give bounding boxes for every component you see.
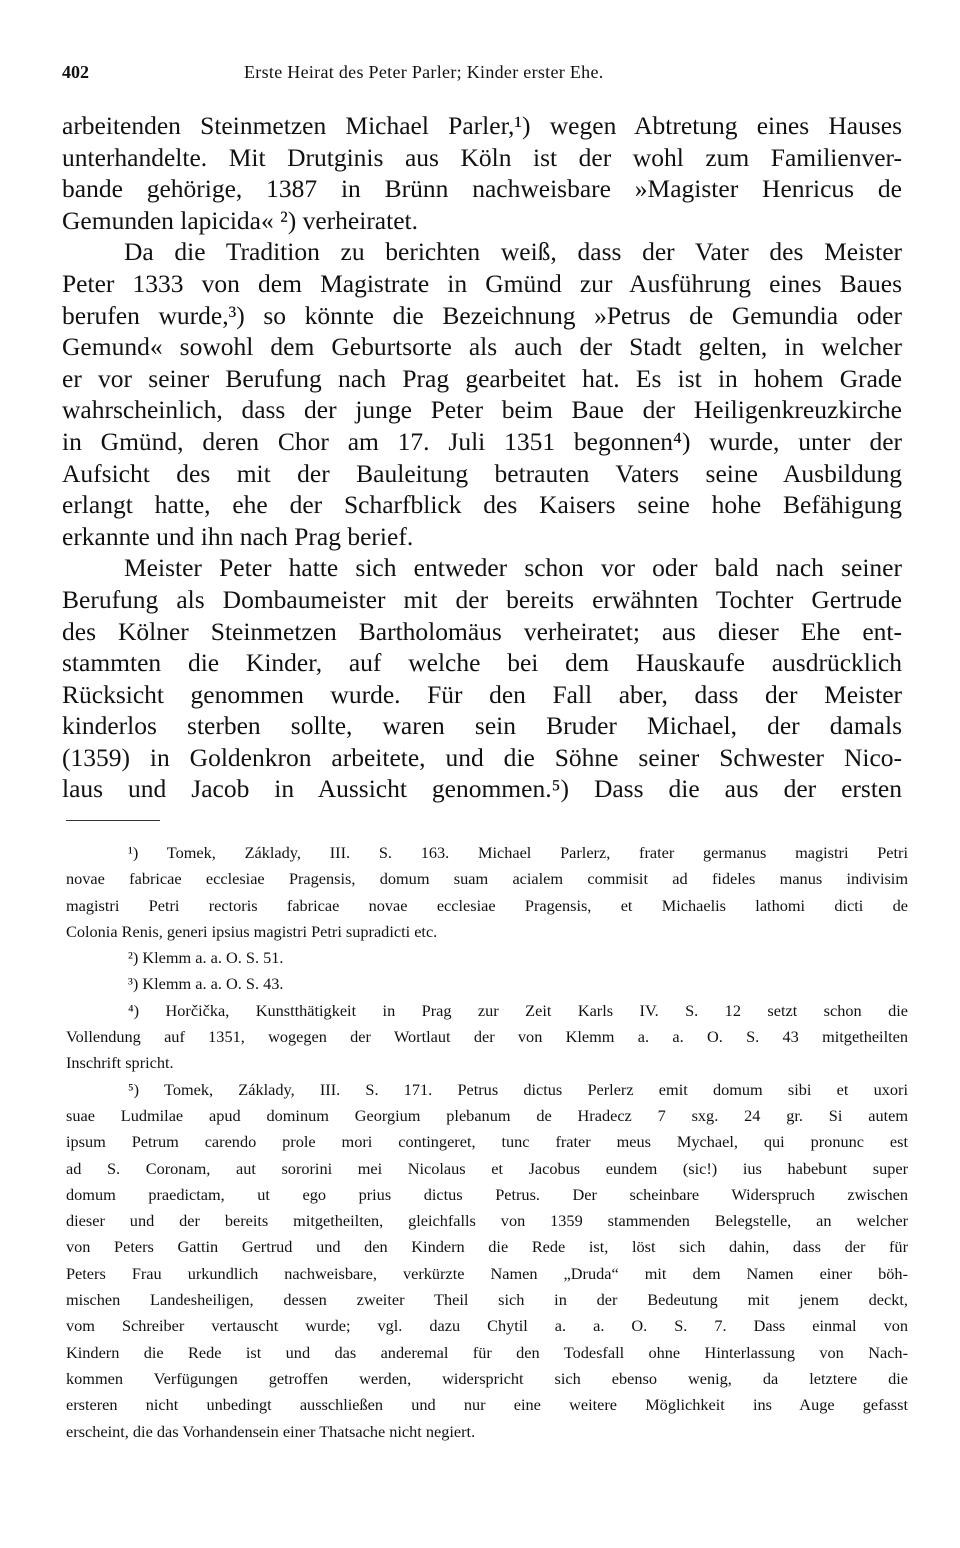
body-line: laus und Jacob in Aussicht genommen.⁵) Dass die aus der ersten <box>62 774 902 804</box>
body-line: kinderlos sterben sollte, waren sein Bruder Michael, der damals <box>62 711 902 741</box>
page-number: 402 <box>62 62 89 82</box>
body-line: wahrscheinlich, dass der junge Peter beim Baue der Heiligenkreuzkirche <box>62 395 902 425</box>
footnote-line: magistri Petri rectoris fabricae novae ecclesiae Pragensis, et Michaelis lathomi dicti de <box>66 895 908 915</box>
body-line: erkannte und ihn nach Prag berief. <box>62 521 414 551</box>
footnote-line: mischen Landesheiligen, dessen zweiter Theil sich in der Bedeutung mit jenem deckt, <box>66 1290 908 1310</box>
footnote-line: Kindern die Rede ist und das anderemal für den Todesfall ohne Hinterlassung von Nach- <box>66 1342 908 1362</box>
body-line: Rücksicht genommen wurde. Für den Fall aber, dass der Meister <box>62 679 902 709</box>
body-line: in Gmünd, deren Chor am 17. Juli 1351 begonnen⁴) wurde, unter der <box>62 426 902 456</box>
footnote-line: kommen Verfügungen getroffen werden, widerspricht sich ebenso wenig, da letztere die <box>66 1368 908 1388</box>
footnote-line: ipsum Petrum carendo prole mori contingeret, tunc frater meus Mychael, qui pronunc est <box>66 1132 908 1152</box>
footnote-line: Inschrift spricht. <box>66 1053 174 1073</box>
body-line: stammten die Kinder, auf welche bei dem Hauskaufe ausdrücklich <box>62 648 902 678</box>
body-line: Aufsicht des mit der Bauleitung betrauten Vaters seine Ausbildung <box>62 458 902 488</box>
body-line: bande gehörige, 1387 in Brünn nachweisbare »Magister Henricus de <box>62 174 902 204</box>
footnote-line: ersteren nicht unbedingt ausschließen und nur eine weitere Möglichkeit ins Auge gefasst <box>66 1395 908 1415</box>
footnote-line: ⁴) Horčička, Kunstthätigkeit in Prag zur Zeit Karls IV. S. 12 setzt schon die <box>128 1000 908 1020</box>
footnote-line: ²) Klemm a. a. O. S. 51. <box>128 948 284 968</box>
body-line: erlangt hatte, ehe der Scharfblick des Kaisers seine hohe Befähigung <box>62 490 902 520</box>
body-line: Meister Peter hatte sich entweder schon vor oder bald nach seiner <box>124 553 902 583</box>
footnote-line: erscheint, die das Vorhandensein einer Thatsache nicht negiert. <box>66 1421 476 1441</box>
body-line: (1359) in Goldenkron arbeitete, und die Söhne seiner Schwester Nico- <box>62 742 902 772</box>
body-line: er vor seiner Berufung nach Prag gearbeitet hat. Es ist in hohem Grade <box>62 363 902 393</box>
body-line: arbeitenden Steinmetzen Michael Parler,¹) wegen Abtretung eines Hauses <box>62 111 902 140</box>
body-line: Peter 1333 von dem Magistrate in Gmünd zur Ausführung eines Baues <box>62 268 902 298</box>
body-line: Gemunden lapicida« ²) verheiratet. <box>62 205 418 235</box>
body-line: Berufung als Dombaumeister mit der bereits erwähnten Tochter Gertrude <box>62 584 902 614</box>
running-title: Erste Heirat des Peter Parler; Kinder erster Ehe. <box>244 62 604 82</box>
footnote-line: ⁵) Tomek, Základy, III. S. 171. Petrus dictus Perlerz emit domum sibi et uxori <box>128 1079 908 1099</box>
footnote-line: ad S. Coronam, aut sororini mei Nicolaus et Jacobus eundem (sic!) ius habebunt super <box>66 1158 908 1178</box>
footnote-line: von Peters Gattin Gertrud und den Kindern die Rede ist, löst sich dahin, dass der für <box>66 1237 908 1257</box>
footnote-line: novae fabricae ecclesiae Pragensis, domum suam acialem commisit ad fideles manus indivisim <box>66 869 908 889</box>
body-line: Gemund« sowohl dem Geburtsorte als auch der Stadt gelten, in welcher <box>62 332 902 362</box>
page-header <box>62 62 898 92</box>
footnote-line: domum praedictam, ut ego prius dictus Petrus. Der scheinbare Widerspruch zwischen <box>66 1184 908 1204</box>
body-line: des Kölner Steinmetzen Bartholomäus verheiratet; aus dieser Ehe ent- <box>62 616 902 646</box>
footnote-line: Peters Frau urkundlich nachweisbare, verkürzte Namen „Druda“ mit dem Namen einer böh- <box>66 1263 908 1283</box>
footnote-line: suae Ludmilae apud dominum Georgium plebanum de Hradecz 7 sxg. 24 gr. Si autem <box>66 1105 908 1125</box>
body-line: berufen wurde,³) so könnte die Bezeichnung »Petrus de Gemundia oder <box>62 300 902 330</box>
body-text <box>62 110 902 805</box>
footnote-rule <box>66 820 160 821</box>
footnote-line: dieser und der bereits mitgetheilten, gleichfalls von 1359 stammenden Belegstelle, an welcher <box>66 1211 908 1231</box>
footnote-line: Vollendung auf 1351, wogegen der Wortlaut der von Klemm a. a. O. S. 43 mitgetheilten <box>66 1027 908 1047</box>
body-line: Da die Tradition zu berichten weiß, dass der Vater des Meister <box>124 237 902 267</box>
footnote-line: vom Schreiber vertauscht wurde; vgl. dazu Chytil a. a. O. S. 7. Dass einmal von <box>66 1316 908 1336</box>
body-line: unterhandelte. Mit Drutginis aus Köln ist der wohl zum Familienver- <box>62 142 902 172</box>
footnote-line: Colonia Renis, generi ipsius magistri Petri supradicti etc. <box>66 921 438 941</box>
footnotes <box>66 840 908 1445</box>
footnote-line: ³) Klemm a. a. O. S. 43. <box>128 974 284 994</box>
footnote-line: ¹) Tomek, Základy, III. S. 163. Michael Parlerz, frater germanus magistri Petri <box>128 843 908 862</box>
